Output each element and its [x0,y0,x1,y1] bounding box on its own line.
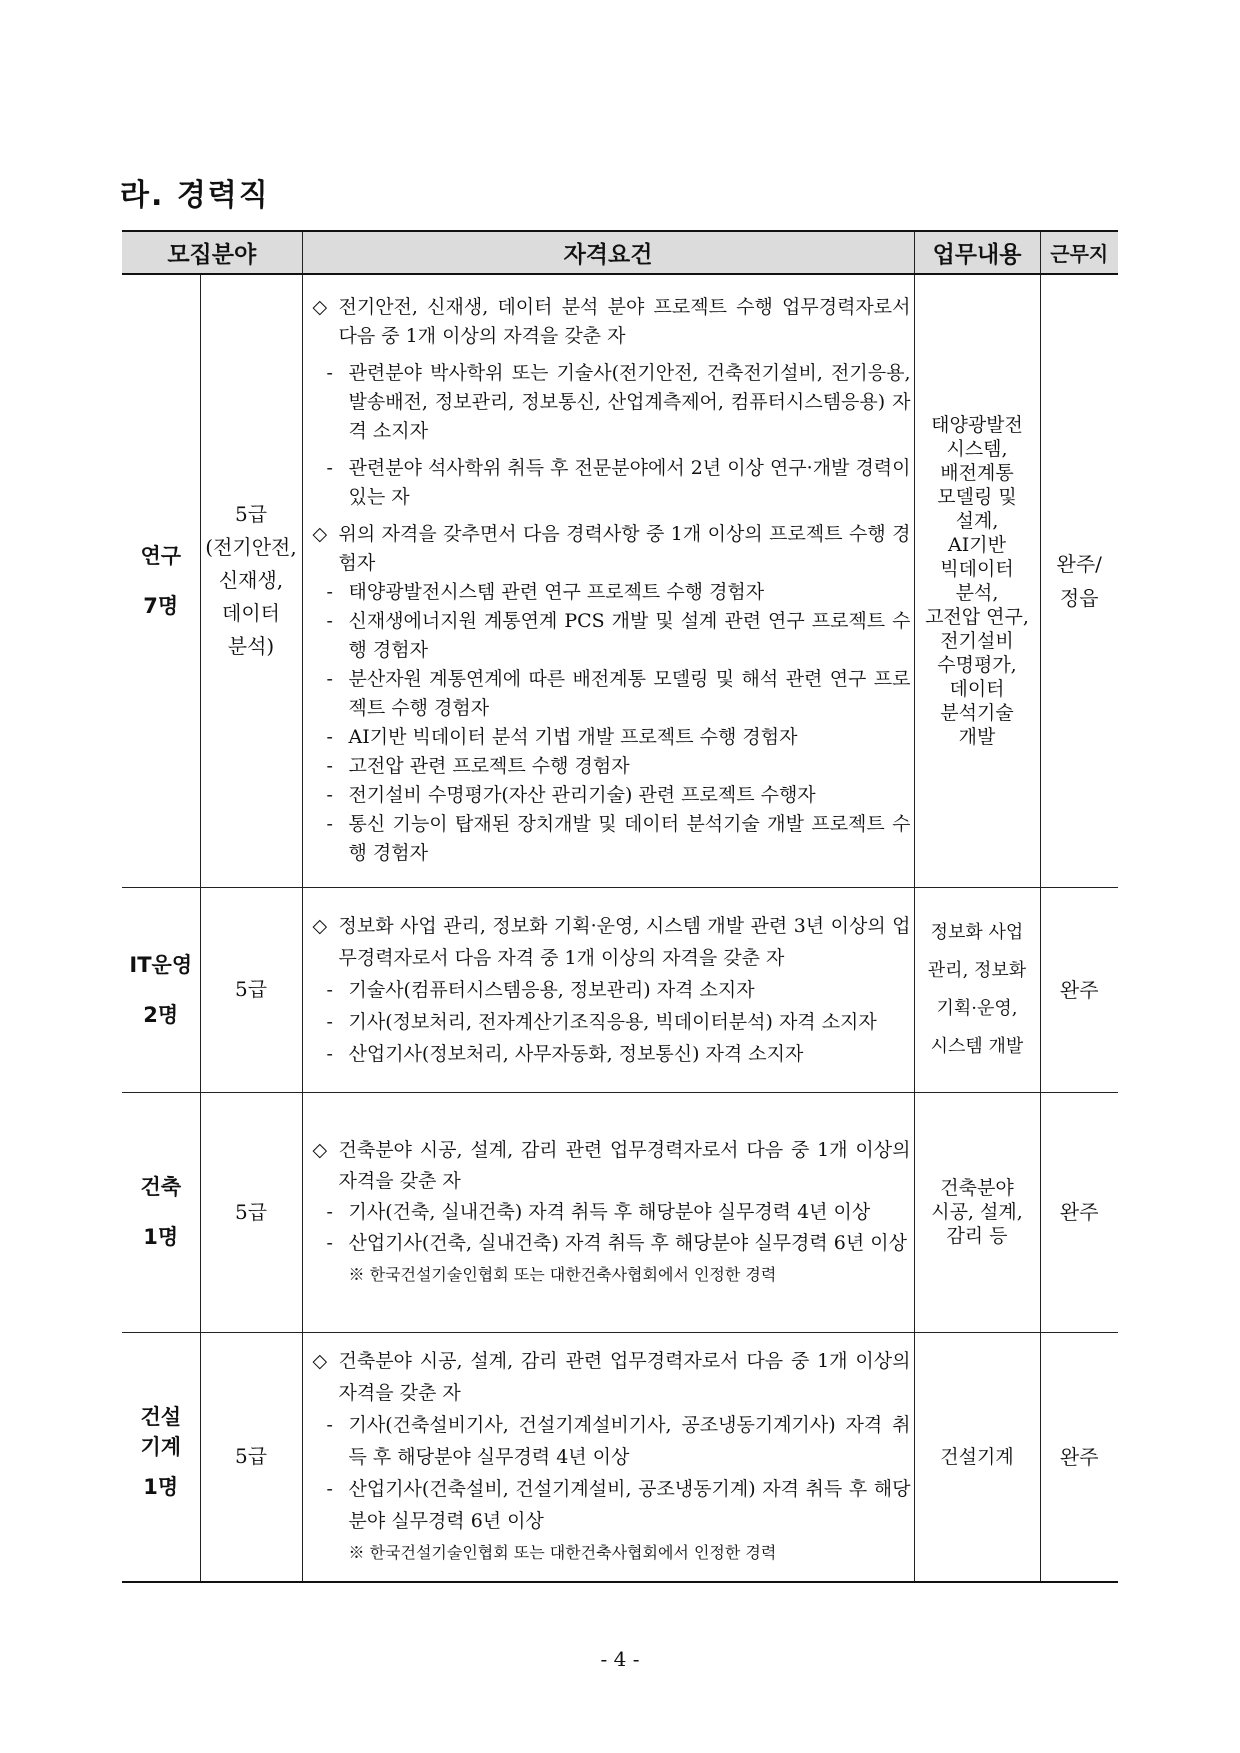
duty-line: 전기설비 [940,629,1014,652]
requirement-text: 전기설비 수명평가(자산 관리기술) 관련 프로젝트 수행자 [348,784,816,807]
grade-cell [200,1092,302,1332]
duty-line: 시스템, [946,437,1008,460]
header-location: 근무지 [1040,231,1118,274]
requirement-text: 산업기사(건축, 실내건축) 자격 취득 후 해당분야 실무경력 6년 이상 [348,1231,907,1254]
requirement-item: ◇ 건축분야 시공, 설계, 감리 관련 업무경력자로서 다음 중 1개 이상의 자격을 갖춘 자 [312,1349,911,1404]
duty-line: 모델링 및 [937,485,1017,508]
location-line: 정읍 [1059,585,1099,610]
duty-line: 수명평가, [937,653,1017,676]
grade-line: 데이터 [222,601,280,626]
duty-line: 시공, 설계, [931,1201,1023,1223]
requirement-text: 전기안전, 신재생, 데이터 분석 분야 프로젝트 수행 업무경력자로서 다음 중 1개 이상의 자격을 갖춘 자 [338,296,911,348]
requirement-item: - 산업기사(건축설비, 건설기계설비, 공조냉동기계) 자격 취득 후 해당분야 실무경력 6년 이상 [326,1477,911,1532]
requirement-text: 기사(건축설비기사, 건설기계설비기사, 공조냉동기계기사) 자격 취득 후 해당분야 실무경력 4년 이상 [348,1413,911,1468]
requirement-text: 산업기사(건축설비, 건설기계설비, 공조냉동기계) 자격 취득 후 해당분야 실무경력 6년 이상 [348,1477,911,1532]
field-count: 2명 [143,1002,179,1027]
requirement-text: 고전압 관련 프로젝트 수행 경험자 [348,755,630,778]
requirements-cell [302,1092,914,1332]
requirement-text: 위의 자격을 갖추면서 다음 경력사항 중 1개 이상의 프로젝트 수행 경험자 [338,523,911,575]
location-line: 완주 [1059,977,1099,1002]
field-cell [122,1332,200,1582]
requirement-text: 기사(건축, 실내건축) 자격 취득 후 해당분야 실무경력 4년 이상 [348,1200,871,1223]
section-title: 라. 경력직 [120,178,270,213]
requirements-cell [302,274,914,887]
requirement-text: 기술사(컴퓨터시스템응용, 정보관리) 자격 소지자 [348,978,755,1001]
field-name: 건축 [140,1175,182,1199]
duty-line: 기획·운영, [936,997,1018,1019]
requirement-note [309,1537,911,1569]
field-count: 7명 [143,593,179,618]
grade-line: 분석) [227,634,275,659]
requirement-item: - 기사(건축설비기사, 건설기계설비기사, 공조냉동기계기사) 자격 취득 후 해당분야 실무경력 4년 이상 [326,1413,911,1468]
header-field: 모집분야 [122,231,302,274]
table-row [122,887,1118,1092]
requirement-item: - 고전압 관련 프로젝트 수행 경험자 [326,755,630,778]
duty-line: 시스템 개발 [930,1035,1024,1057]
duty-line: 분석기술 [940,701,1014,724]
field-cell [122,1092,200,1332]
duty-line: 빅데이터 [940,557,1014,580]
location-line: 완주 [1059,1444,1099,1469]
duty-line: 설계, [955,509,999,532]
duties-cell [914,887,1040,1092]
duty-line: 감리 등 [946,1225,1008,1247]
location-cell [1040,1332,1118,1582]
recruitment-table [122,230,1118,1583]
field-cell [122,274,200,887]
requirement-item: ◇ 정보화 사업 관리, 정보화 기획·운영, 시스템 개발 관련 3년 이상의 업무경력자로서 다음 자격 중 1개 이상의 자격을 갖춘 자 [312,914,911,969]
requirement-item: - 기사(정보처리, 전자계산기조직응용, 빅데이터분석) 자격 소지자 [326,1010,877,1033]
field-name: 건설 [140,1404,182,1429]
requirement-item: - 전기설비 수명평가(자산 관리기술) 관련 프로젝트 수행자 [326,784,816,807]
requirement-text: 산업기사(정보처리, 사무자동화, 정보통신) 자격 소지자 [348,1042,804,1065]
table-row [122,1092,1118,1332]
table-header-row [122,231,1118,274]
location-line: 완주 [1059,1200,1099,1224]
duty-line: 데이터 [949,677,1005,700]
duty-line: 정보화 사업 [930,921,1024,943]
requirement-text: AI기반 빅데이터 분석 기법 개발 프로젝트 수행 경험자 [348,726,798,749]
location-cell [1040,887,1118,1092]
header-duties: 업무내용 [914,231,1040,274]
requirement-item: - 관련분야 석사학위 취득 후 전문분야에서 2년 이상 연구·개발 경력이 있는 자 [326,457,911,509]
note-text: ※ 한국건설기술인협회 또는 대한건축사협회에서 인정한 경력 [348,1542,777,1562]
location-cell [1040,274,1118,887]
header-requirements: 자격요건 [302,231,914,274]
requirement-item: - 관련분야 박사학위 또는 기술사(전기안전, 건축전기설비, 전기응용, 발송배전, 정보관리, 정보통신, 산업계측제어, 컴퓨터시스템응용) 자격 소지자 [326,362,911,443]
table-row [122,1332,1118,1582]
location-line: 완주/ [1056,551,1102,576]
requirement-item: - 태양광발전시스템 관련 연구 프로젝트 수행 경험자 [326,581,765,604]
duty-line: 개발 [958,725,996,748]
requirement-text: 관련분야 석사학위 취득 후 전문분야에서 2년 이상 연구·개발 경력이 있는 자 [348,457,911,509]
grade-cell [200,1332,302,1582]
field-name: IT운영 [129,952,193,977]
requirement-text: 신재생에너지원 계통연계 PCS 개발 및 설계 관련 연구 프로젝트 수행 경험자 [348,610,911,662]
page-number: - 4 - [600,1647,640,1671]
requirement-item: - 신재생에너지원 계통연계 PCS 개발 및 설계 관련 연구 프로젝트 수행 경험자 [326,610,911,662]
requirement-item: - 기사(건축, 실내건축) 자격 취득 후 해당분야 실무경력 4년 이상 [326,1200,871,1223]
field-name: 연구 [140,543,182,568]
grade-cell [200,887,302,1092]
grade-line: 5급 [234,977,268,1001]
duty-line: AI기반 [948,533,1006,556]
grade-line: 5급 [234,1199,268,1224]
requirement-text: 태양광발전시스템 관련 연구 프로젝트 수행 경험자 [348,581,765,604]
duty-line: 관리, 정보화 [927,959,1027,981]
requirement-item: - 분산자원 계통연계에 따른 배전계통 모델링 및 해석 관련 연구 프로젝트 수행 경험자 [326,668,911,720]
duties-cell [914,1092,1040,1332]
duties-cell [914,1332,1040,1582]
requirement-item: - 통신 기능이 탑재된 장치개발 및 데이터 분석기술 개발 프로젝트 수행 경험자 [326,813,911,865]
requirement-text: 분산자원 계통연계에 따른 배전계통 모델링 및 해석 관련 연구 프로젝트 수행 경험자 [348,668,911,720]
requirement-text: 정보화 사업 관리, 정보화 기획·운영, 시스템 개발 관련 3년 이상의 업무경력자로서 다음 자격 중 1개 이상의 자격을 갖춘 자 [338,914,911,969]
note-text: ※ 한국건설기술인협회 또는 대한건축사협회에서 인정한 경력 [348,1264,777,1284]
duty-line: 배전계통 [940,461,1014,484]
requirement-text: 건축분야 시공, 설계, 감리 관련 업무경력자로서 다음 중 1개 이상의 자격을 갖춘 자 [338,1349,911,1404]
duty-line: 건설기계 [940,1445,1014,1468]
duty-line: 태양광발전 [931,413,1023,436]
grade-line: 5급 [234,1444,268,1469]
requirement-item: - 산업기사(건축, 실내건축) 자격 취득 후 해당분야 실무경력 6년 이상 [326,1231,907,1254]
requirement-text: 기사(정보처리, 전자계산기조직응용, 빅데이터분석) 자격 소지자 [348,1010,877,1033]
field-count: 1명 [143,1474,179,1499]
requirement-item: - AI기반 빅데이터 분석 기법 개발 프로젝트 수행 경험자 [326,726,798,749]
grade-line: 신재생, [218,568,284,593]
requirement-text: 건축분야 시공, 설계, 감리 관련 업무경력자로서 다음 중 1개 이상의 자격을 갖춘 자 [338,1138,911,1192]
requirements-cell [302,1332,914,1582]
field-name: 기계 [140,1434,182,1459]
duties-cell [914,274,1040,887]
location-cell [1040,1092,1118,1332]
requirement-text: 통신 기능이 탑재된 장치개발 및 데이터 분석기술 개발 프로젝트 수행 경험자 [348,813,911,865]
requirement-item: ◇ 위의 자격을 갖추면서 다음 경력사항 중 1개 이상의 프로젝트 수행 경험자 [312,523,911,575]
requirement-item: ◇ 건축분야 시공, 설계, 감리 관련 업무경력자로서 다음 중 1개 이상의 자격을 갖춘 자 [312,1138,911,1192]
requirement-item: ◇ 전기안전, 신재생, 데이터 분석 분야 프로젝트 수행 업무경력자로서 다음 중 1개 이상의 자격을 갖춘 자 [312,296,911,348]
duty-line: 고전압 연구, [925,605,1029,628]
requirement-text: 관련분야 박사학위 또는 기술사(전기안전, 건축전기설비, 전기응용, 발송배전, 정보관리, 정보통신, 산업계측제어, 컴퓨터시스템응용) 자격 소지자 [348,362,911,443]
duty-line: 분석, [955,581,999,604]
field-cell [122,887,200,1092]
field-count: 1명 [143,1225,179,1249]
requirement-item: - 산업기사(정보처리, 사무자동화, 정보통신) 자격 소지자 [326,1042,804,1065]
duty-line: 건축분야 [940,1177,1014,1199]
grade-cell [200,274,302,887]
table-row [122,274,1118,887]
grade-line: (전기안전, [205,535,297,560]
requirements-cell [302,887,914,1092]
grade-line: 5급 [234,502,268,527]
requirement-item: - 기술사(컴퓨터시스템응용, 정보관리) 자격 소지자 [326,978,755,1001]
requirement-note [309,1259,911,1290]
